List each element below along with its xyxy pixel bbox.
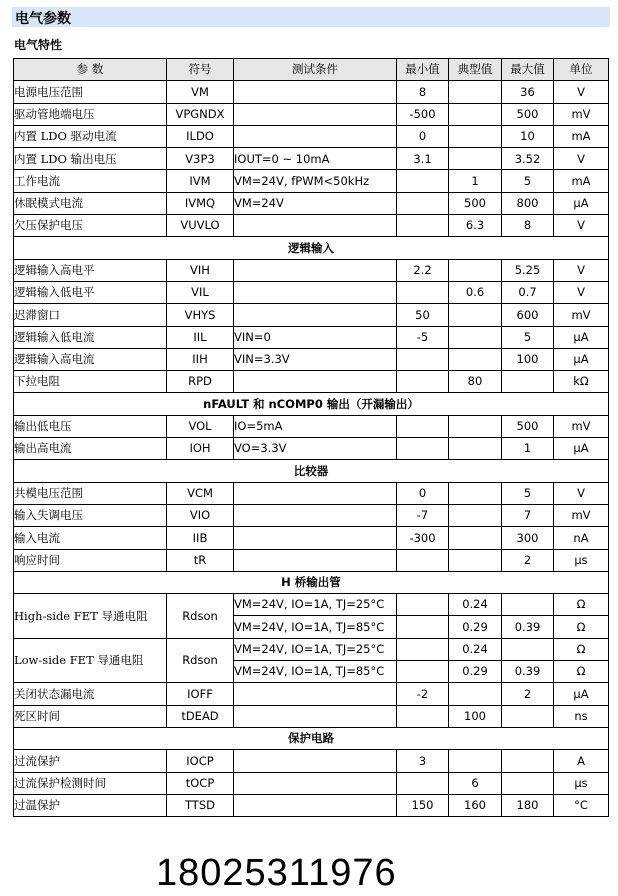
section-heading: nFAULT 和 nCOMP0 输出（开漏输出）	[14, 393, 609, 415]
cell-unit: μs	[554, 772, 609, 794]
cell-unit: ns	[554, 705, 609, 727]
cell-min: -7	[397, 504, 449, 526]
table-row	[14, 215, 609, 237]
cell-condition	[234, 103, 397, 125]
cell-typ	[449, 549, 502, 571]
cell-max: 5.25	[502, 259, 554, 281]
cell-min	[397, 705, 449, 727]
cell-param: 过温保护	[14, 794, 167, 816]
section-heading: H 桥输出管	[14, 571, 609, 593]
cell-typ: 0.24	[449, 638, 502, 660]
cell-param: 驱动管地端电压	[14, 103, 167, 125]
cell-max	[502, 705, 554, 727]
cell-unit: A	[554, 750, 609, 772]
footer-number: 18025311976	[156, 852, 397, 894]
header-max: 最大值	[502, 59, 554, 81]
table-row	[14, 125, 609, 147]
cell-symbol: ILDO	[167, 125, 234, 147]
header-param: 参 数	[14, 59, 167, 81]
table-row	[14, 638, 609, 660]
table-row	[14, 482, 609, 504]
cell-min	[397, 638, 449, 660]
table-row	[14, 750, 609, 772]
table-row	[14, 281, 609, 303]
cell-symbol: IOCP	[167, 750, 234, 772]
cell-min: -5	[397, 326, 449, 348]
cell-max: 2	[502, 549, 554, 571]
table-row	[14, 348, 609, 370]
cell-unit: Ω	[554, 594, 609, 616]
cell-min	[397, 661, 449, 683]
table-header-row	[14, 59, 609, 81]
cell-typ	[449, 438, 502, 460]
cell-condition	[234, 371, 397, 393]
cell-unit: mV	[554, 415, 609, 437]
cell-max: 180	[502, 794, 554, 816]
cell-min: 50	[397, 304, 449, 326]
cell-max: 10	[502, 125, 554, 147]
cell-condition	[234, 772, 397, 794]
cell-typ	[449, 348, 502, 370]
cell-condition: VIN=3.3V	[234, 348, 397, 370]
cell-min	[397, 772, 449, 794]
cell-condition: VM=24V, IO=1A, TJ=85°C	[234, 661, 397, 683]
cell-param: 死区时间	[14, 705, 167, 727]
header-unit: 单位	[554, 59, 609, 81]
cell-typ	[449, 125, 502, 147]
cell-unit: mA	[554, 125, 609, 147]
table-row	[14, 326, 609, 348]
cell-typ	[449, 304, 502, 326]
cell-max: 8	[502, 215, 554, 237]
cell-param: 逻辑输入低电流	[14, 326, 167, 348]
cell-condition	[234, 683, 397, 705]
cell-max	[502, 594, 554, 616]
header-symbol: 符号	[167, 59, 234, 81]
cell-unit: μA	[554, 326, 609, 348]
cell-typ	[449, 148, 502, 170]
cell-max	[502, 371, 554, 393]
cell-param: 休眠模式电流	[14, 192, 167, 214]
cell-param: Low-side FET 导通电阻	[14, 638, 167, 683]
cell-symbol: VOL	[167, 415, 234, 437]
cell-symbol: VHYS	[167, 304, 234, 326]
cell-typ	[449, 81, 502, 103]
cell-typ	[449, 326, 502, 348]
section-row	[14, 571, 609, 593]
cell-unit: μs	[554, 549, 609, 571]
cell-typ	[449, 482, 502, 504]
cell-param: 共模电压范围	[14, 482, 167, 504]
cell-max: 7	[502, 504, 554, 526]
cell-condition: VM=24V, IO=1A, TJ=25°C	[234, 594, 397, 616]
cell-max	[502, 772, 554, 794]
cell-typ	[449, 750, 502, 772]
cell-symbol: V3P3	[167, 148, 234, 170]
cell-min	[397, 549, 449, 571]
cell-max: 5	[502, 326, 554, 348]
electrical-characteristics-table	[13, 58, 609, 817]
cell-unit: μA	[554, 683, 609, 705]
cell-min: -300	[397, 527, 449, 549]
section-subtitle: 电气特性	[14, 38, 63, 52]
cell-typ	[449, 415, 502, 437]
cell-min	[397, 170, 449, 192]
cell-unit: mV	[554, 304, 609, 326]
cell-typ: 500	[449, 192, 502, 214]
cell-typ	[449, 504, 502, 526]
cell-min: 3.1	[397, 148, 449, 170]
cell-typ: 0.29	[449, 616, 502, 638]
table-row	[14, 415, 609, 437]
cell-symbol: TTSD	[167, 794, 234, 816]
cell-param: 下拉电阻	[14, 371, 167, 393]
cell-min	[397, 415, 449, 437]
cell-param: 内置 LDO 驱动电流	[14, 125, 167, 147]
cell-min: 0	[397, 125, 449, 147]
cell-param: 电源电压范围	[14, 81, 167, 103]
cell-condition	[234, 705, 397, 727]
cell-symbol: IOFF	[167, 683, 234, 705]
cell-param: 逻辑输入高电平	[14, 259, 167, 281]
cell-min	[397, 371, 449, 393]
cell-max: 100	[502, 348, 554, 370]
table-row	[14, 371, 609, 393]
cell-symbol: tOCP	[167, 772, 234, 794]
cell-symbol: tR	[167, 549, 234, 571]
cell-min	[397, 594, 449, 616]
cell-condition	[234, 125, 397, 147]
cell-unit: V	[554, 482, 609, 504]
cell-max: 800	[502, 192, 554, 214]
section-heading: 保护电路	[14, 727, 609, 749]
cell-typ: 6	[449, 772, 502, 794]
cell-typ	[449, 527, 502, 549]
cell-typ	[449, 683, 502, 705]
cell-param: High-side FET 导通电阻	[14, 594, 167, 639]
cell-max: 0.7	[502, 281, 554, 303]
cell-unit: Ω	[554, 638, 609, 660]
cell-condition: VM=24V, IO=1A, TJ=85°C	[234, 616, 397, 638]
cell-typ	[449, 259, 502, 281]
table-body	[14, 81, 609, 817]
cell-max: 0.39	[502, 661, 554, 683]
title-bar	[12, 7, 610, 27]
table-row	[14, 549, 609, 571]
cell-param: 输入失调电压	[14, 504, 167, 526]
cell-condition: VM=24V, IO=1A, TJ=25°C	[234, 638, 397, 660]
cell-min	[397, 281, 449, 303]
table-row	[14, 705, 609, 727]
cell-max: 300	[502, 527, 554, 549]
cell-unit: mA	[554, 170, 609, 192]
cell-unit: kΩ	[554, 371, 609, 393]
cell-min	[397, 616, 449, 638]
cell-typ: 0.29	[449, 661, 502, 683]
cell-param: 输入电流	[14, 527, 167, 549]
table-row	[14, 438, 609, 460]
cell-condition	[234, 549, 397, 571]
cell-min: 0	[397, 482, 449, 504]
cell-symbol: VUVLO	[167, 215, 234, 237]
cell-unit: nA	[554, 527, 609, 549]
cell-min	[397, 438, 449, 460]
cell-symbol: VIO	[167, 504, 234, 526]
section-row	[14, 237, 609, 259]
table-row	[14, 594, 609, 616]
cell-typ: 80	[449, 371, 502, 393]
table-row	[14, 504, 609, 526]
cell-condition	[234, 81, 397, 103]
cell-condition	[234, 259, 397, 281]
cell-min: -2	[397, 683, 449, 705]
header-typ: 典型值	[449, 59, 502, 81]
cell-param: 逻辑输入高电流	[14, 348, 167, 370]
cell-symbol: VM	[167, 81, 234, 103]
cell-param: 欠压保护电压	[14, 215, 167, 237]
table-row	[14, 192, 609, 214]
header-min: 最小值	[397, 59, 449, 81]
cell-unit: V	[554, 259, 609, 281]
cell-max: 5	[502, 482, 554, 504]
cell-condition	[234, 750, 397, 772]
cell-param: 过流保护检测时间	[14, 772, 167, 794]
section-heading: 比较器	[14, 460, 609, 482]
cell-min: 2.2	[397, 259, 449, 281]
cell-param: 输出低电压	[14, 415, 167, 437]
cell-param: 关闭状态漏电流	[14, 683, 167, 705]
cell-unit: Ω	[554, 661, 609, 683]
cell-min	[397, 215, 449, 237]
cell-typ: 6.3	[449, 215, 502, 237]
cell-symbol: Rdson	[167, 594, 234, 639]
cell-max: 500	[502, 415, 554, 437]
cell-symbol: IIB	[167, 527, 234, 549]
cell-condition	[234, 281, 397, 303]
section-row	[14, 460, 609, 482]
cell-condition	[234, 527, 397, 549]
header-condition: 测试条件	[234, 59, 397, 81]
table-row	[14, 170, 609, 192]
cell-param: 响应时间	[14, 549, 167, 571]
cell-param: 工作电流	[14, 170, 167, 192]
cell-condition	[234, 504, 397, 526]
cell-symbol: IIH	[167, 348, 234, 370]
table-row	[14, 772, 609, 794]
cell-symbol: Rdson	[167, 638, 234, 683]
cell-condition: VO=3.3V	[234, 438, 397, 460]
cell-symbol: IVMQ	[167, 192, 234, 214]
cell-condition: IO=5mA	[234, 415, 397, 437]
cell-condition	[234, 482, 397, 504]
section-row	[14, 393, 609, 415]
cell-unit: mV	[554, 103, 609, 125]
cell-typ: 1	[449, 170, 502, 192]
cell-symbol: VIH	[167, 259, 234, 281]
table-row	[14, 527, 609, 549]
cell-symbol: IOH	[167, 438, 234, 460]
cell-unit: Ω	[554, 616, 609, 638]
cell-condition	[234, 215, 397, 237]
cell-condition: VM=24V	[234, 192, 397, 214]
table-row	[14, 81, 609, 103]
table-row	[14, 103, 609, 125]
cell-max: 1	[502, 438, 554, 460]
cell-max: 0.39	[502, 616, 554, 638]
cell-unit: μA	[554, 348, 609, 370]
cell-min: -500	[397, 103, 449, 125]
cell-typ: 0.6	[449, 281, 502, 303]
cell-condition	[234, 794, 397, 816]
cell-unit: μA	[554, 438, 609, 460]
cell-unit: °C	[554, 794, 609, 816]
cell-unit: V	[554, 215, 609, 237]
cell-max: 5	[502, 170, 554, 192]
cell-max: 2	[502, 683, 554, 705]
cell-max	[502, 750, 554, 772]
cell-min: 8	[397, 81, 449, 103]
cell-max: 3.52	[502, 148, 554, 170]
cell-symbol: VIL	[167, 281, 234, 303]
cell-symbol: RPD	[167, 371, 234, 393]
cell-typ	[449, 103, 502, 125]
cell-symbol: IIL	[167, 326, 234, 348]
cell-min	[397, 192, 449, 214]
cell-param: 过流保护	[14, 750, 167, 772]
cell-min	[397, 348, 449, 370]
section-row	[14, 727, 609, 749]
cell-condition	[234, 304, 397, 326]
cell-condition: VM=24V, fPWM<50kHz	[234, 170, 397, 192]
cell-symbol: tDEAD	[167, 705, 234, 727]
cell-param: 内置 LDO 输出电压	[14, 148, 167, 170]
section-heading: 逻辑输入	[14, 237, 609, 259]
cell-symbol: IVM	[167, 170, 234, 192]
cell-param: 输出高电流	[14, 438, 167, 460]
table-row	[14, 304, 609, 326]
cell-typ: 0.24	[449, 594, 502, 616]
cell-unit: V	[554, 81, 609, 103]
cell-symbol: VPGNDX	[167, 103, 234, 125]
cell-max	[502, 638, 554, 660]
cell-param: 迟滞窗口	[14, 304, 167, 326]
cell-max: 600	[502, 304, 554, 326]
cell-unit: V	[554, 148, 609, 170]
table-row	[14, 683, 609, 705]
cell-condition: IOUT=0 ~ 10mA	[234, 148, 397, 170]
table-row	[14, 148, 609, 170]
cell-typ: 100	[449, 705, 502, 727]
cell-min: 150	[397, 794, 449, 816]
cell-unit: mV	[554, 504, 609, 526]
page-title: 电气参数	[15, 11, 71, 27]
cell-typ: 160	[449, 794, 502, 816]
cell-symbol: VCM	[167, 482, 234, 504]
table-row	[14, 794, 609, 816]
cell-unit: μA	[554, 192, 609, 214]
cell-max: 500	[502, 103, 554, 125]
cell-max: 36	[502, 81, 554, 103]
table-row	[14, 259, 609, 281]
cell-param: 逻辑输入低电平	[14, 281, 167, 303]
cell-min: 3	[397, 750, 449, 772]
cell-condition: VIN=0	[234, 326, 397, 348]
cell-unit: V	[554, 281, 609, 303]
